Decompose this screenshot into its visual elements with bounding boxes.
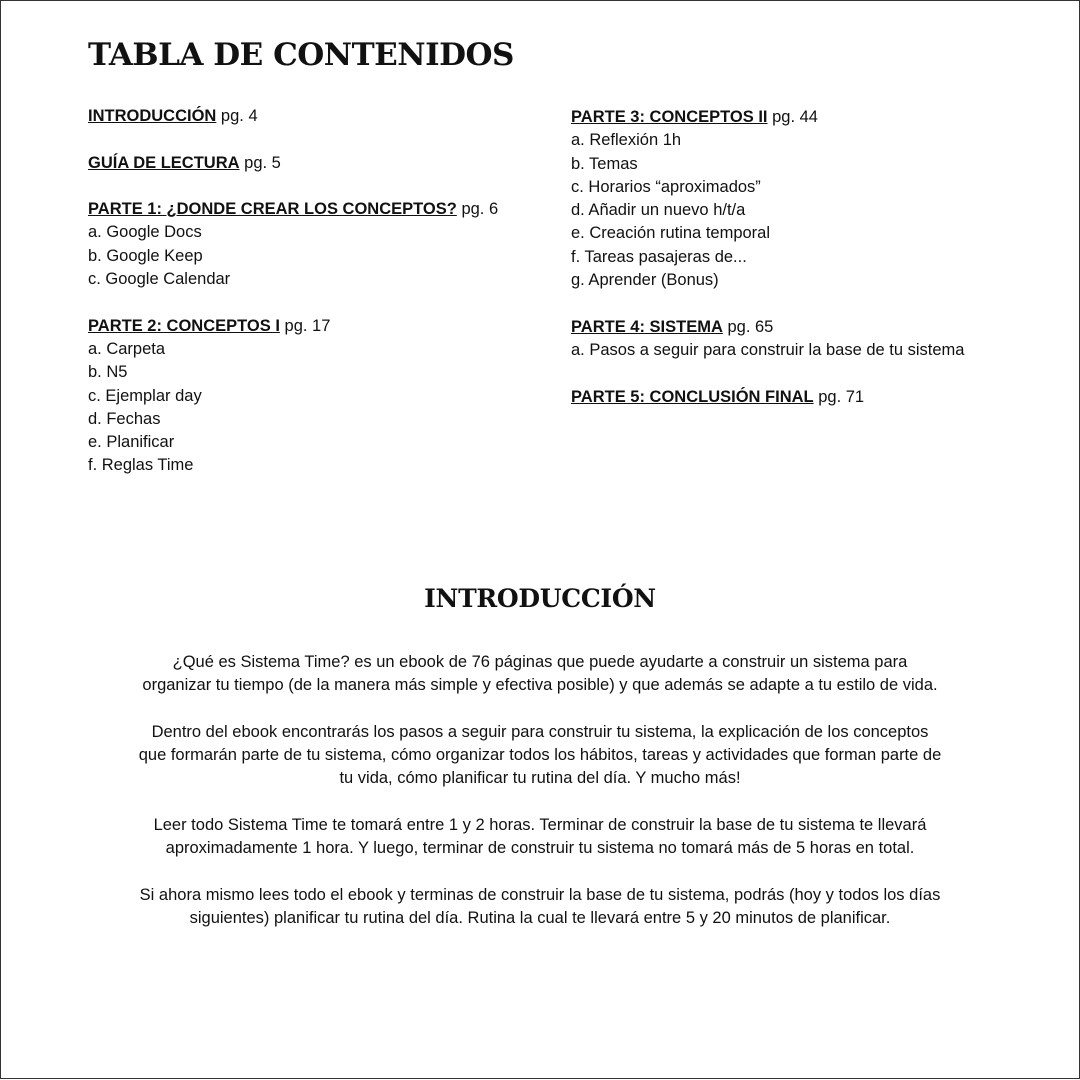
- toc-section-heading: [88, 105, 498, 128]
- toc-item: e. Creación rutina temporal: [571, 224, 771, 243]
- intro-line: Dentro del ebook encontrarás los pasos a seguir para construir tu sistema, la explicación de los conceptos: [151, 722, 929, 741]
- toc-section: [571, 316, 964, 363]
- toc-section-heading: [571, 106, 964, 129]
- intro-line: Si ahora mismo lees todo el ebook y terminas de construir la base de tu sistema, podrás (hoy y todos los días: [139, 885, 941, 904]
- intro-line: tu vida, cómo planificar tu rutina del día. Y mucho más!: [339, 769, 741, 788]
- toc-title: TABLA DE CONTENIDOS: [88, 37, 514, 73]
- toc-item: c. Ejemplar day: [88, 386, 202, 405]
- intro-line: organizar tu tiempo (de la manera más simple y efectiva posible) y que además se adapte a tu estilo de vida.: [142, 676, 938, 695]
- intro-paragraph: [111, 721, 969, 791]
- toc-page-number: pg. 5: [244, 153, 281, 172]
- toc-section-title[interactable]: PARTE 1: ¿DONDE CREAR LOS CONCEPTOS?: [88, 200, 457, 219]
- toc-item: a. Reflexión 1h: [571, 131, 682, 150]
- toc-section-heading: [571, 386, 964, 409]
- toc-page-number: pg. 6: [461, 200, 499, 219]
- toc-section: [571, 106, 964, 292]
- toc-section-heading: [88, 152, 498, 175]
- toc-page-number: pg. 44: [772, 108, 818, 126]
- toc-right-column: [571, 106, 964, 432]
- toc-item: f. Tareas pasajeras de...: [571, 247, 747, 266]
- toc-section-heading: [571, 316, 964, 339]
- intro-paragraph: [111, 814, 969, 861]
- toc-section-title[interactable]: INTRODUCCIÓN: [88, 107, 217, 125]
- toc-section: [88, 152, 498, 175]
- toc-section-title[interactable]: PARTE 5: CONCLUSIÓN FINAL: [571, 387, 814, 406]
- toc-section: [88, 105, 498, 128]
- toc-item: a. Pasos a seguir para construir la base de tu sistema: [571, 340, 965, 359]
- toc-section-heading: [88, 198, 498, 221]
- toc-page-number: pg. 65: [727, 317, 774, 336]
- toc-item: f. Reglas Time: [88, 456, 194, 475]
- intro-paragraph: [111, 884, 969, 931]
- toc-item: a. Carpeta: [88, 339, 166, 358]
- intro-paragraph: [111, 651, 969, 698]
- toc-section-title[interactable]: GUÍA DE LECTURA: [88, 153, 240, 172]
- toc-item: b. N5: [88, 363, 128, 382]
- toc-item: c. Horarios “aproximados”: [571, 177, 761, 196]
- intro-page: [0, 539, 1080, 1079]
- toc-item: a. Google Docs: [88, 223, 202, 242]
- toc-page-number: pg. 4: [220, 107, 258, 125]
- toc-left-column: [88, 105, 498, 501]
- intro-title: INTRODUCCIÓN: [424, 584, 656, 613]
- toc-section-title[interactable]: PARTE 4: SISTEMA: [571, 317, 723, 336]
- toc-page-number: pg. 17: [284, 316, 331, 335]
- toc-item: e. Planificar: [88, 433, 175, 452]
- intro-line: siguientes) planificar tu rutina del día. Rutina la cual te llevará entre 5 y 20 minutos de planificar.: [189, 909, 891, 928]
- toc-section-title[interactable]: PARTE 2: CONCEPTOS I: [88, 316, 280, 335]
- toc-section-heading: [88, 315, 498, 338]
- toc-item: b. Temas: [571, 154, 638, 173]
- toc-section-title[interactable]: PARTE 3: CONCEPTOS II: [571, 108, 768, 126]
- intro-body: [111, 651, 969, 954]
- toc-page-number: pg. 71: [818, 387, 865, 406]
- toc-item: b. Google Keep: [88, 246, 203, 265]
- toc-section: [571, 386, 964, 409]
- intro-line: aproximadamente 1 hora. Y luego, terminar de construir tu sistema no tomará más de 5 horas en total.: [165, 839, 915, 858]
- toc-section: [88, 198, 498, 291]
- intro-line: que formarán parte de tu sistema, cómo organizar todos los hábitos, tareas y actividades que forman parte de: [138, 746, 942, 765]
- toc-section: [88, 315, 498, 478]
- intro-line: ¿Qué es Sistema Time? es un ebook de 76 páginas que puede ayudarte a construir un sistema para: [172, 653, 908, 671]
- toc-item: c. Google Calendar: [88, 270, 231, 289]
- toc-item: d. Fechas: [88, 409, 161, 428]
- toc-item: d. Añadir un nuevo h/t/a: [571, 201, 746, 220]
- toc-item: g. Aprender (Bonus): [571, 271, 719, 290]
- intro-line: Leer todo Sistema Time te tomará entre 1 y 2 horas. Terminar de construir la base de tu sistema te llevará: [153, 816, 927, 835]
